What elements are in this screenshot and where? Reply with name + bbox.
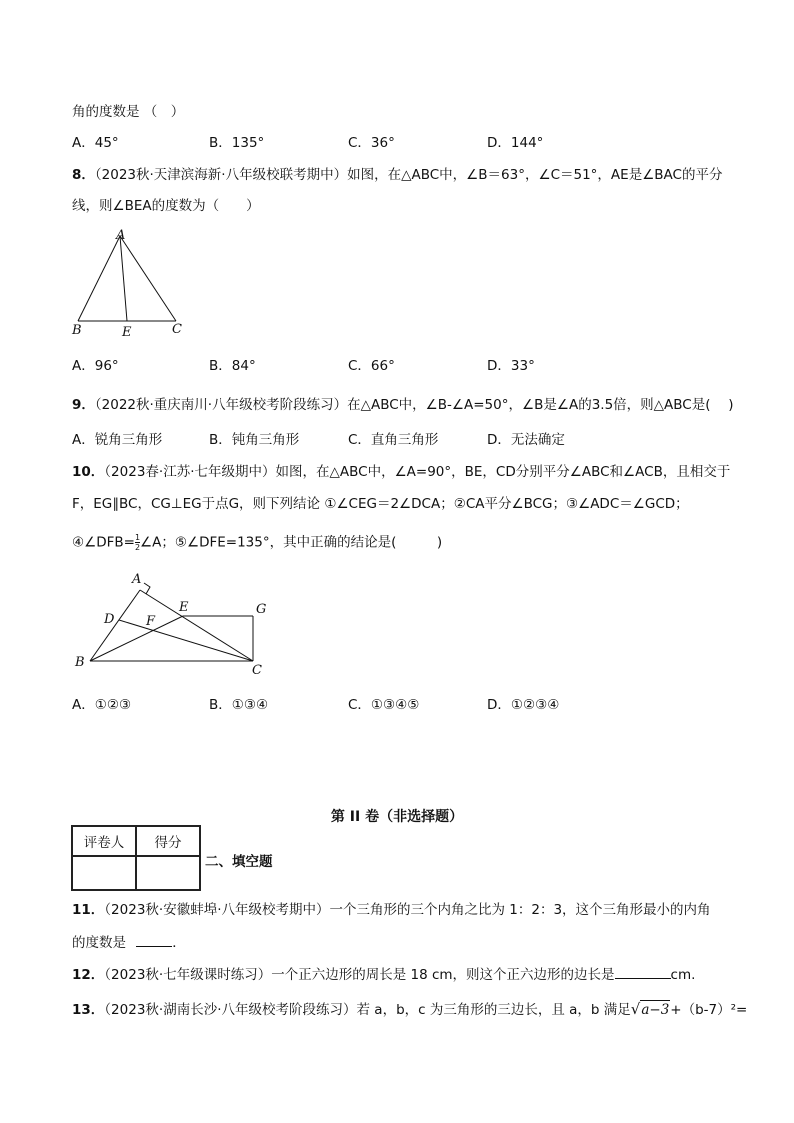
q8-source: （2023秋·天津滨海新·八年级校联考期中） [94, 167, 348, 183]
q8-stem-line1 [72, 166, 722, 184]
q11-number: 11． [72, 902, 105, 918]
q8-label-b: B [72, 323, 82, 338]
q12-number: 12． [72, 967, 105, 983]
score-table-grader-header: 评卷人 [72, 826, 136, 856]
q12-source: （2023秋·七年级课时练习） [104, 967, 272, 983]
q10-label-b: B [75, 655, 85, 670]
q8-option-b[interactable]: B．84° [209, 358, 256, 374]
q11-answer-blank[interactable] [136, 932, 172, 947]
q12-text-a: 一个正六边形的周长是 18 cm，则这个正六边形的边长是 [271, 967, 615, 983]
q10-stem-line1 [72, 463, 730, 481]
q10-label-c: C [252, 663, 262, 678]
q11-text-line1: 一个三角形的三个内角之比为 1：2：3，这个三角形最小的内角 [329, 902, 711, 918]
q7-stem-tail: 角的度数是 （ ） [72, 104, 185, 120]
q10-option-d[interactable]: D．①②③④ [487, 697, 560, 713]
q8-option-d[interactable]: D．33° [487, 358, 535, 374]
score-table-grader-cell[interactable] [72, 856, 136, 890]
part2-title: 第 II 卷（非选择题） [330, 809, 464, 825]
q13-number: 13． [72, 1002, 105, 1018]
q13-sqrt-content: a−3 [641, 1002, 670, 1018]
q8-stem-line2: 线，则∠BEA的度数为（ ） [72, 198, 260, 214]
q8-triangle-figure [70, 228, 190, 340]
q10-label-f: F [146, 614, 156, 629]
q10-label-d: D [104, 612, 115, 627]
q10-fraction-denominator: 2 [134, 543, 141, 552]
score-table-score-cell[interactable] [136, 856, 200, 890]
q11-stem-line2 [72, 932, 186, 952]
q13-text-b: +（b-7）²= [670, 1002, 748, 1018]
q10-stem-line2: F，EG∥BC，CG⊥EG于点G，则下列结论 ①∠CEG＝2∠DCA；②CA平分∠BCG；③∠ADC＝∠GCD； [72, 496, 689, 512]
q13-stem [72, 1000, 747, 1019]
section-title-fill-blank: 二、填空题 [205, 854, 273, 870]
q10-fraction-numerator: 1 [134, 533, 141, 542]
q9-stem [72, 396, 734, 414]
q9-option-c[interactable]: C．直角三角形 [348, 432, 439, 448]
q13-text-a: 若 a，b，c 为三角形的三边长，且 a，b 满足 [356, 1002, 631, 1018]
q9-option-a[interactable]: A．锐角三角形 [72, 432, 163, 448]
q8-text-line1: 如图，在△ABC中，∠B＝63°，∠C＝51°，AE是∠BAC的平分 [347, 167, 723, 183]
q12-text-b: cm. [670, 967, 696, 983]
q10-option-b[interactable]: B．①③④ [209, 697, 269, 713]
score-table-score-header: 得分 [136, 826, 200, 856]
q7-option-d[interactable]: D．144° [487, 135, 544, 151]
q12-stem [72, 964, 695, 984]
q9-source: （2022秋·重庆南川·八年级校考阶段练习） [94, 397, 348, 413]
q11-text-line2-b: ． [172, 935, 186, 951]
q10-option-c[interactable]: C．①③④⑤ [348, 697, 420, 713]
q9-option-d[interactable]: D．无法确定 [487, 432, 565, 448]
q10-number: 10． [72, 464, 105, 480]
q10-text-line3-b: ∠A；⑤∠DFE=135°，其中正确的结论是( ) [140, 534, 443, 551]
q7-option-b[interactable]: B．135° [209, 135, 265, 151]
q11-source: （2023秋·安徽蚌埠·八年级校考期中） [104, 902, 330, 918]
q11-stem-line1 [72, 901, 711, 919]
q9-option-b[interactable]: B．钝角三角形 [209, 432, 300, 448]
q9-text: 在△ABC中，∠B-∠A=50°，∠B是∠A的3.5倍，则△ABC是( ) [347, 397, 734, 413]
q8-number: 8． [72, 167, 95, 183]
q10-label-a: A [132, 572, 142, 587]
q8-option-c[interactable]: C．66° [348, 358, 395, 374]
q7-option-c[interactable]: C．36° [348, 135, 395, 151]
q8-option-a[interactable]: A．96° [72, 358, 119, 374]
q13-source: （2023秋·湖南长沙·八年级校考阶段练习） [104, 1002, 357, 1018]
q13-sqrt-sign: √ [630, 1000, 641, 1018]
q10-figure [70, 570, 280, 680]
q10-source: （2023春·江苏·七年级期中） [104, 464, 276, 480]
q12-answer-blank[interactable] [615, 964, 671, 979]
q8-label-c: C [172, 322, 182, 337]
q8-label-e: E [122, 325, 132, 340]
q11-text-line2-a: 的度数是 [72, 935, 126, 951]
q7-option-a[interactable]: A．45° [72, 135, 119, 151]
q10-option-a[interactable]: A．①②③ [72, 697, 132, 713]
q10-text-line1: 如图，在△ABC中，∠A=90°，BE，CD分别平分∠ABC和∠ACB，且相交于 [275, 464, 731, 480]
score-table [71, 825, 201, 891]
q10-text-line3-a: ④∠DFB= [72, 534, 135, 551]
q10-label-e: E [179, 600, 189, 615]
q10-stem-line3 [72, 533, 442, 552]
q9-number: 9． [72, 397, 95, 413]
q8-label-a: A [116, 228, 126, 243]
q10-label-g: G [256, 602, 267, 617]
